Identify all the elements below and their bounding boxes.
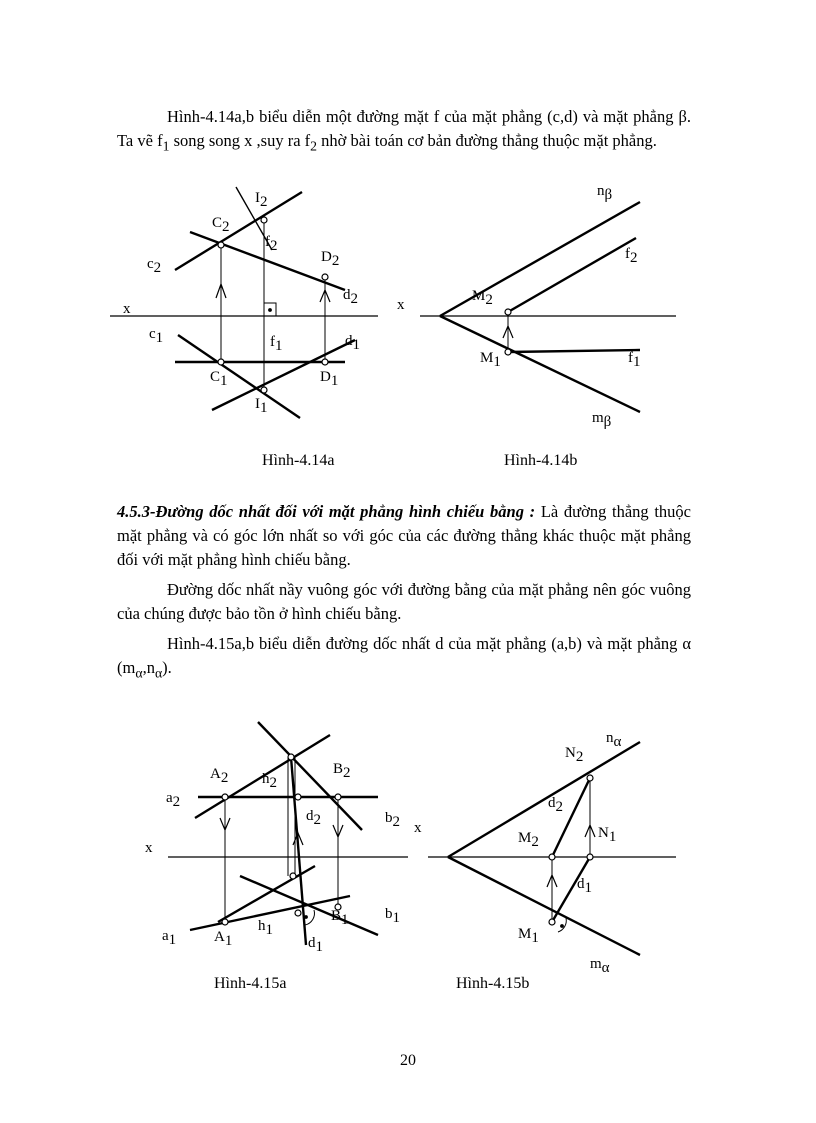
caption-4-14b: Hình-4.14b [504, 452, 578, 469]
paragraph-3: Hình-4.15a,b biểu diễn đường dốc nhất d của mặt phẳng (a,b) và mặt phẳng α $(m_\alpha,n_\alpha)$. [117, 634, 691, 681]
svg-text:f1: f1 [628, 350, 641, 370]
svg-text:b1: b1 [385, 906, 400, 926]
svg-text:mα: mα [590, 956, 610, 976]
svg-text:c1: c1 [149, 326, 164, 346]
figure-4-15a [140, 715, 425, 960]
section-heading: 4.5.3-Đường dốc nhất đối với mặt phẳng hình chiếu bằng : [117, 502, 536, 521]
page-number: 20 [400, 1052, 416, 1069]
svg-text:h2: h2 [262, 771, 277, 791]
caption-4-14a: Hình-4.14a [262, 452, 335, 469]
svg-text:M1: M1 [480, 350, 501, 370]
svg-text:x: x [397, 297, 405, 313]
svg-text:d2: d2 [548, 795, 563, 815]
svg-text:nβ: nβ [597, 183, 613, 203]
svg-text:mβ: mβ [592, 410, 612, 430]
svg-text:I1: I1 [255, 396, 268, 416]
caption-4-15a: Hình-4.15a [214, 975, 287, 992]
svg-text:M1: M1 [518, 926, 539, 946]
svg-text:a2: a2 [166, 790, 181, 810]
svg-text:a1: a1 [162, 928, 177, 948]
svg-text:d1: d1 [308, 935, 323, 955]
svg-text:f1: f1 [270, 334, 283, 354]
svg-text:M2: M2 [472, 288, 493, 308]
svg-text:x: x [123, 301, 131, 317]
svg-text:x: x [414, 820, 422, 836]
svg-text:d1: d1 [345, 333, 360, 353]
paragraph-2: Đường dốc nhất nầy vuông góc với đường bằng của mặt phẳng nên góc vuông của chúng được bảo tồn ở hình chiếu bằng. [117, 580, 691, 623]
svg-text:c2: c2 [147, 256, 162, 276]
svg-text:A2: A2 [210, 766, 229, 786]
figure-4-14b [390, 180, 690, 430]
svg-text:h1: h1 [258, 918, 273, 938]
svg-text:f2: f2 [265, 234, 278, 254]
svg-text:D1: D1 [320, 369, 339, 389]
svg-text:d1: d1 [577, 876, 592, 896]
svg-text:D2: D2 [321, 249, 340, 269]
svg-text:A1: A1 [214, 929, 233, 949]
svg-text:b2: b2 [385, 810, 400, 830]
svg-text:nα: nα [606, 730, 622, 750]
figure-4-14a [110, 180, 390, 420]
svg-text:B1: B1 [331, 908, 349, 928]
svg-text:d2: d2 [343, 287, 358, 307]
svg-text:N2: N2 [565, 745, 584, 765]
intro-paragraph: Hình-4.14a,b biểu diễn một đường mặt f của mặt phẳng (c,d) và mặt phẳng β. Ta vẽ $f_1$ song song x ,suy ra $f_2$ nhờ bài toán cơ bản đường thẳng thuộc mặt phẳng. [117, 107, 691, 154]
svg-text:B2: B2 [333, 761, 351, 781]
svg-text:C2: C2 [212, 215, 230, 235]
caption-4-15b: Hình-4.15b [456, 975, 530, 992]
svg-text:I2: I2 [255, 190, 268, 210]
svg-text:x: x [145, 840, 153, 856]
svg-text:d2: d2 [306, 808, 321, 828]
svg-text:N1: N1 [598, 825, 617, 845]
section-paragraph: 4.5.3-Đường dốc nhất đối với mặt phẳng hình chiếu bằng : Là đường thẳng thuộc mặt phẳng và có góc lớn nhất so với góc của các đường thẳng khác thuộc mặt phẳng đối với mặt phẳng hình chiếu bằng. [117, 502, 691, 569]
svg-text:f2: f2 [625, 246, 638, 266]
svg-text:M2: M2 [518, 830, 539, 850]
svg-text:C1: C1 [210, 369, 228, 389]
figure-4-15b [408, 720, 690, 976]
